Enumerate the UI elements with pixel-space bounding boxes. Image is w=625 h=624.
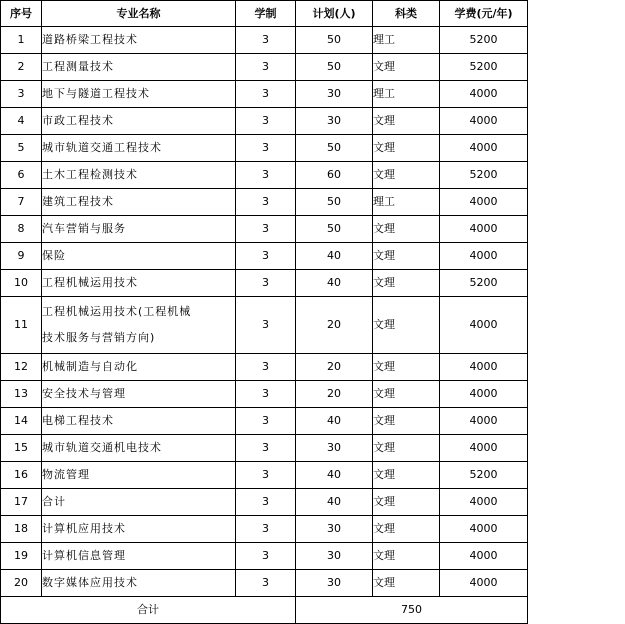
cell-subject: 理工 bbox=[373, 189, 440, 216]
cell-name: 物流管理 bbox=[42, 462, 236, 489]
cell-years: 3 bbox=[236, 297, 296, 354]
cell-name: 道路桥梁工程技术 bbox=[42, 27, 236, 54]
cell-fee: 4000 bbox=[440, 381, 528, 408]
cell-name: 保险 bbox=[42, 243, 236, 270]
total-row bbox=[1, 597, 528, 624]
cell-plan: 20 bbox=[296, 354, 373, 381]
cell-index: 13 bbox=[1, 381, 42, 408]
table-row bbox=[1, 516, 528, 543]
cell-years: 3 bbox=[236, 462, 296, 489]
cell-plan: 30 bbox=[296, 435, 373, 462]
table-row bbox=[1, 462, 528, 489]
table-body bbox=[1, 27, 528, 597]
table-row bbox=[1, 354, 528, 381]
cell-subject: 文理 bbox=[373, 354, 440, 381]
cell-index: 3 bbox=[1, 81, 42, 108]
cell-subject: 文理 bbox=[373, 216, 440, 243]
header-years: 学制 bbox=[236, 1, 296, 27]
cell-fee: 4000 bbox=[440, 570, 528, 597]
table-row bbox=[1, 243, 528, 270]
cell-years: 3 bbox=[236, 54, 296, 81]
cell-plan: 30 bbox=[296, 570, 373, 597]
cell-name: 工程机械运用技术 bbox=[42, 270, 236, 297]
cell-name: 计算机信息管理 bbox=[42, 543, 236, 570]
cell-subject: 文理 bbox=[373, 297, 440, 354]
cell-years: 3 bbox=[236, 135, 296, 162]
total-label: 合计 bbox=[1, 597, 296, 624]
table-row bbox=[1, 270, 528, 297]
cell-index: 1 bbox=[1, 27, 42, 54]
cell-subject: 文理 bbox=[373, 435, 440, 462]
cell-index: 9 bbox=[1, 243, 42, 270]
cell-plan: 50 bbox=[296, 216, 373, 243]
cell-years: 3 bbox=[236, 27, 296, 54]
cell-index: 6 bbox=[1, 162, 42, 189]
cell-plan: 30 bbox=[296, 81, 373, 108]
cell-subject: 理工 bbox=[373, 81, 440, 108]
cell-plan: 20 bbox=[296, 381, 373, 408]
cell-years: 3 bbox=[236, 243, 296, 270]
cell-index: 5 bbox=[1, 135, 42, 162]
cell-years: 3 bbox=[236, 189, 296, 216]
cell-subject: 文理 bbox=[373, 462, 440, 489]
header-name: 专业名称 bbox=[42, 1, 236, 27]
table-row bbox=[1, 408, 528, 435]
cell-plan: 40 bbox=[296, 270, 373, 297]
cell-subject: 文理 bbox=[373, 570, 440, 597]
cell-index: 2 bbox=[1, 54, 42, 81]
cell-fee: 4000 bbox=[440, 81, 528, 108]
cell-name: 土木工程检测技术 bbox=[42, 162, 236, 189]
cell-years: 3 bbox=[236, 570, 296, 597]
cell-fee: 4000 bbox=[440, 435, 528, 462]
cell-fee: 4000 bbox=[440, 216, 528, 243]
cell-name: 城市轨道交通工程技术 bbox=[42, 135, 236, 162]
table-row bbox=[1, 162, 528, 189]
cell-fee: 4000 bbox=[440, 135, 528, 162]
cell-name: 市政工程技术 bbox=[42, 108, 236, 135]
cell-fee: 5200 bbox=[440, 27, 528, 54]
cell-years: 3 bbox=[236, 381, 296, 408]
cell-plan: 20 bbox=[296, 297, 373, 354]
cell-fee: 4000 bbox=[440, 108, 528, 135]
header-row bbox=[1, 1, 528, 27]
cell-years: 3 bbox=[236, 543, 296, 570]
cell-fee: 5200 bbox=[440, 270, 528, 297]
cell-fee: 4000 bbox=[440, 243, 528, 270]
table-row bbox=[1, 543, 528, 570]
table-row bbox=[1, 27, 528, 54]
cell-subject: 文理 bbox=[373, 135, 440, 162]
cell-index: 16 bbox=[1, 462, 42, 489]
header-subject: 科类 bbox=[373, 1, 440, 27]
cell-name: 数字媒体应用技术 bbox=[42, 570, 236, 597]
cell-plan: 50 bbox=[296, 27, 373, 54]
cell-subject: 文理 bbox=[373, 108, 440, 135]
cell-name-line: 工程机械运用技术(工程机械 bbox=[42, 305, 192, 318]
cell-name bbox=[42, 297, 236, 354]
cell-fee: 4000 bbox=[440, 489, 528, 516]
cell-name: 计算机应用技术 bbox=[42, 516, 236, 543]
cell-plan: 50 bbox=[296, 54, 373, 81]
table-row bbox=[1, 297, 528, 354]
cell-fee: 4000 bbox=[440, 516, 528, 543]
cell-subject: 理工 bbox=[373, 27, 440, 54]
cell-index: 17 bbox=[1, 489, 42, 516]
cell-plan: 50 bbox=[296, 189, 373, 216]
cell-years: 3 bbox=[236, 489, 296, 516]
cell-fee: 4000 bbox=[440, 189, 528, 216]
header-index: 序号 bbox=[1, 1, 42, 27]
cell-plan: 50 bbox=[296, 135, 373, 162]
cell-index: 20 bbox=[1, 570, 42, 597]
cell-subject: 文理 bbox=[373, 243, 440, 270]
cell-subject: 文理 bbox=[373, 408, 440, 435]
cell-name: 合计 bbox=[42, 489, 236, 516]
cell-index: 12 bbox=[1, 354, 42, 381]
cell-index: 8 bbox=[1, 216, 42, 243]
cell-years: 3 bbox=[236, 81, 296, 108]
cell-fee: 4000 bbox=[440, 543, 528, 570]
cell-subject: 文理 bbox=[373, 270, 440, 297]
cell-index: 18 bbox=[1, 516, 42, 543]
cell-index: 15 bbox=[1, 435, 42, 462]
cell-subject: 文理 bbox=[373, 162, 440, 189]
cell-name: 城市轨道交通机电技术 bbox=[42, 435, 236, 462]
cell-plan: 30 bbox=[296, 108, 373, 135]
cell-name: 汽车营销与服务 bbox=[42, 216, 236, 243]
cell-name: 机械制造与自动化 bbox=[42, 354, 236, 381]
cell-subject: 文理 bbox=[373, 543, 440, 570]
cell-name: 地下与隧道工程技术 bbox=[42, 81, 236, 108]
cell-subject: 文理 bbox=[373, 381, 440, 408]
cell-years: 3 bbox=[236, 108, 296, 135]
cell-subject: 文理 bbox=[373, 516, 440, 543]
cell-subject: 文理 bbox=[373, 54, 440, 81]
cell-years: 3 bbox=[236, 516, 296, 543]
cell-name: 电梯工程技术 bbox=[42, 408, 236, 435]
cell-fee: 4000 bbox=[440, 297, 528, 354]
cell-index: 14 bbox=[1, 408, 42, 435]
cell-index: 10 bbox=[1, 270, 42, 297]
cell-fee: 5200 bbox=[440, 162, 528, 189]
cell-index: 7 bbox=[1, 189, 42, 216]
table-row bbox=[1, 489, 528, 516]
table-row bbox=[1, 54, 528, 81]
total-value: 750 bbox=[296, 597, 528, 624]
cell-fee: 5200 bbox=[440, 462, 528, 489]
cell-plan: 60 bbox=[296, 162, 373, 189]
table-row bbox=[1, 189, 528, 216]
cell-name: 建筑工程技术 bbox=[42, 189, 236, 216]
cell-subject: 文理 bbox=[373, 489, 440, 516]
table-row bbox=[1, 108, 528, 135]
cell-fee: 4000 bbox=[440, 408, 528, 435]
cell-years: 3 bbox=[236, 354, 296, 381]
table-row bbox=[1, 570, 528, 597]
table-row bbox=[1, 435, 528, 462]
cell-plan: 40 bbox=[296, 489, 373, 516]
cell-plan: 40 bbox=[296, 462, 373, 489]
cell-years: 3 bbox=[236, 408, 296, 435]
cell-index: 4 bbox=[1, 108, 42, 135]
table-row bbox=[1, 216, 528, 243]
cell-plan: 30 bbox=[296, 543, 373, 570]
cell-name: 安全技术与管理 bbox=[42, 381, 236, 408]
cell-plan: 40 bbox=[296, 243, 373, 270]
header-fee: 学费(元/年) bbox=[440, 1, 528, 27]
header-plan: 计划(人) bbox=[296, 1, 373, 27]
cell-name-line: 技术服务与营销方向) bbox=[42, 331, 156, 344]
table-row bbox=[1, 81, 528, 108]
cell-fee: 4000 bbox=[440, 354, 528, 381]
cell-years: 3 bbox=[236, 162, 296, 189]
cell-fee: 5200 bbox=[440, 54, 528, 81]
cell-index: 19 bbox=[1, 543, 42, 570]
cell-name: 工程测量技术 bbox=[42, 54, 236, 81]
table-row bbox=[1, 135, 528, 162]
cell-index: 11 bbox=[1, 297, 42, 354]
table-row bbox=[1, 381, 528, 408]
cell-years: 3 bbox=[236, 216, 296, 243]
cell-plan: 40 bbox=[296, 408, 373, 435]
cell-plan: 30 bbox=[296, 516, 373, 543]
cell-years: 3 bbox=[236, 270, 296, 297]
cell-years: 3 bbox=[236, 435, 296, 462]
